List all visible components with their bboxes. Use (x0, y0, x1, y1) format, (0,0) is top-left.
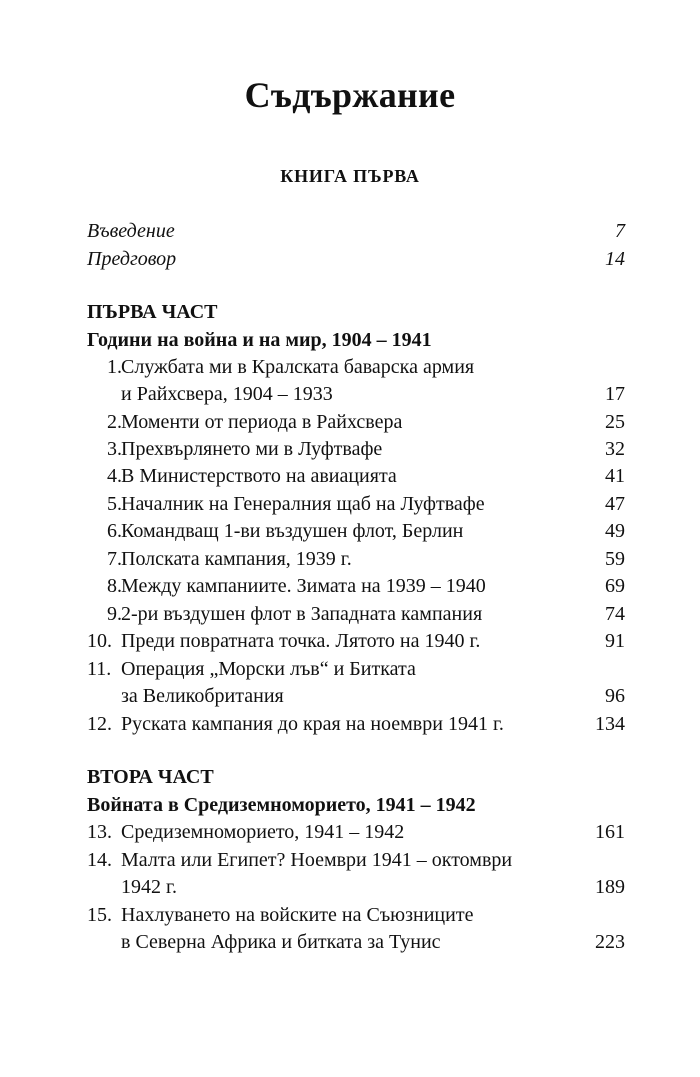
chapter-title: Малта или Египет? Ноември 1941 – октомври (121, 849, 513, 871)
chapter-number: 10. (87, 630, 112, 652)
chapter-number: 6. (107, 520, 122, 542)
page-title: Съдържание (244, 75, 456, 115)
entry-page: 161 (595, 821, 625, 843)
chapter-title-cont: в Северна Африка и битката за Тунис (121, 931, 441, 953)
chapter-title: В Министерството на авиацията (121, 465, 397, 487)
chapter-number: 12. (87, 713, 112, 735)
toc-entry (0, 517, 700, 545)
chapter-title: Операция „Морски лъв“ и Битката (121, 658, 416, 680)
toc-entry (0, 462, 700, 490)
part-subtitle (0, 326, 700, 354)
chapter-number: 3. (107, 438, 122, 460)
entry-page: 74 (605, 603, 625, 625)
chapter-title: Полската кампания, 1939 г. (121, 548, 352, 570)
toc-entry-continuation (0, 873, 700, 901)
part-subtitle (0, 791, 700, 819)
toc-entry (0, 572, 700, 600)
chapter-title-cont: и Райхсвера, 1904 – 1933 (121, 383, 333, 405)
toc-entry-introduction (0, 217, 700, 245)
chapter-title: 2-ри въздушен флот в Западната кампания (121, 603, 483, 625)
entry-page: 134 (595, 713, 625, 735)
chapter-title: Средиземноморието, 1941 – 1942 (121, 821, 405, 843)
chapter-title: Моменти от периода в Райхсвера (121, 411, 403, 433)
part-heading (0, 763, 700, 791)
chapter-number: 4. (107, 465, 122, 487)
toc-entry (0, 490, 700, 518)
entry-title: Въведение (87, 220, 175, 242)
toc-entry (0, 435, 700, 463)
entry-page: 91 (605, 630, 625, 652)
toc-entry-continuation (0, 682, 700, 710)
chapter-title: Руската кампания до края на ноември 1941 г. (121, 713, 504, 735)
entry-page: 223 (595, 931, 625, 953)
entry-page: 49 (605, 520, 625, 542)
toc-entry-preface (0, 245, 700, 273)
toc-entry (0, 627, 700, 655)
toc-entry-continuation (0, 928, 700, 956)
chapter-number: 1. (107, 356, 122, 378)
entry-page: 17 (605, 383, 625, 405)
chapter-number: 14. (87, 849, 112, 871)
part-heading-text: ПЪРВА ЧАСТ (87, 301, 218, 323)
entry-page: 59 (605, 548, 625, 570)
chapter-number: 2. (107, 411, 122, 433)
entry-page: 69 (605, 575, 625, 597)
toc-entry (0, 600, 700, 628)
entry-page: 32 (605, 438, 625, 460)
chapter-title-cont: за Великобритания (121, 685, 284, 707)
entry-page: 25 (605, 411, 625, 433)
entry-page: 14 (605, 248, 625, 270)
part-subtitle-text: Години на война и на мир, 1904 – 1941 (87, 329, 432, 351)
book-label: КНИГА ПЪРВА (280, 166, 420, 186)
toc-entry-continuation (0, 380, 700, 408)
chapter-number: 5. (107, 493, 122, 515)
entry-page: 47 (605, 493, 625, 515)
toc-entry (0, 818, 700, 846)
toc-entry (0, 846, 700, 874)
toc-entry (0, 710, 700, 738)
entry-page: 7 (615, 220, 625, 242)
toc-entry (0, 353, 700, 381)
chapter-title: Между кампаниите. Зимата на 1939 – 1940 (121, 575, 486, 597)
toc-entry (0, 545, 700, 573)
entry-page: 41 (605, 465, 625, 487)
part-heading (0, 298, 700, 326)
chapter-title: Нахлуването на войските на Съюзниците (121, 904, 474, 926)
chapter-number: 11. (87, 658, 112, 680)
toc-entry (0, 901, 700, 929)
chapter-number: 13. (87, 821, 112, 843)
chapter-number: 15. (87, 904, 112, 926)
chapter-title: Преди повратната точка. Лятото на 1940 г. (121, 630, 481, 652)
chapter-number: 8. (107, 575, 122, 597)
entry-page: 96 (605, 685, 625, 707)
chapter-number: 9. (107, 603, 122, 625)
part-subtitle-text: Войната в Средиземноморието, 1941 – 1942 (87, 794, 476, 816)
entry-page: 189 (595, 876, 625, 898)
part-heading-text: ВТОРА ЧАСТ (87, 766, 214, 788)
chapter-number: 7. (107, 548, 122, 570)
entry-title: Предговор (87, 248, 177, 270)
chapter-title-cont: 1942 г. (121, 876, 177, 898)
chapter-title: Командващ 1-ви въздушен флот, Берлин (121, 520, 464, 542)
toc-entry (0, 655, 700, 683)
toc-entry (0, 408, 700, 436)
chapter-title: Службата ми в Кралската баварска армия (121, 356, 475, 378)
chapter-title: Началник на Генералния щаб на Луфтвафе (121, 493, 485, 515)
chapter-title: Прехвърлянето ми в Луфтвафе (121, 438, 383, 460)
